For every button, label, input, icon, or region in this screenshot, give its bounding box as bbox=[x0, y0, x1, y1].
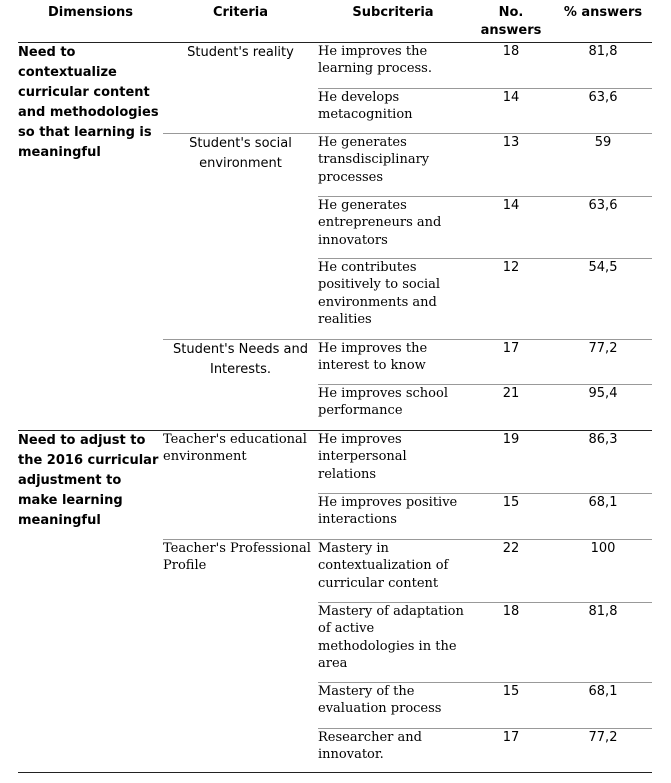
subcriteria-cell: He generates transdisciplinary processes bbox=[318, 133, 468, 196]
answers-pct-cell: 63,6 bbox=[554, 88, 652, 133]
answers-pct-cell: 100 bbox=[554, 539, 652, 602]
answers-pct-cell: 59 bbox=[554, 133, 652, 196]
subcriteria-cell: He improves the interest to know bbox=[318, 339, 468, 384]
header-criteria: Criteria bbox=[163, 0, 318, 42]
answers-count-cell: 15 bbox=[468, 682, 554, 728]
subcriteria-cell: Researcher and innovator. bbox=[318, 728, 468, 772]
answers-count-cell: 14 bbox=[468, 196, 554, 258]
criteria-cell: Student's Needs and Interests. bbox=[163, 339, 318, 430]
answers-count-cell: 12 bbox=[468, 258, 554, 339]
subcriteria-cell: Mastery in contextualization of curricular content bbox=[318, 539, 468, 602]
table-row bbox=[18, 430, 652, 493]
answers-pct-cell: 54,5 bbox=[554, 258, 652, 339]
dimension-cell: Need to adjust to the 2016 curricular adjustment to make learning meaningful bbox=[18, 430, 163, 772]
table-row bbox=[18, 42, 652, 88]
answers-count-cell: 14 bbox=[468, 88, 554, 133]
answers-pct-cell: 81,8 bbox=[554, 42, 652, 88]
criteria-cell: Student's reality bbox=[163, 42, 318, 133]
answers-count-cell: 17 bbox=[468, 728, 554, 772]
subcriteria-cell: Mastery of adaptation of active methodologies in the area bbox=[318, 602, 468, 682]
answers-count-cell: 22 bbox=[468, 539, 554, 602]
answers-count-cell: 15 bbox=[468, 493, 554, 539]
subcriteria-cell: Mastery of the evaluation process bbox=[318, 682, 468, 728]
subcriteria-cell: He improves school performance bbox=[318, 384, 468, 430]
dimension-cell: Need to contextualize curricular content and methodologies so that learning is meaningful bbox=[18, 42, 163, 430]
subcriteria-cell: He generates entrepreneurs and innovators bbox=[318, 196, 468, 258]
answers-count-cell: 21 bbox=[468, 384, 554, 430]
answers-pct-cell: 77,2 bbox=[554, 728, 652, 772]
header-subcriteria: Subcriteria bbox=[318, 0, 468, 42]
subcriteria-cell: He improves positive interactions bbox=[318, 493, 468, 539]
header-row bbox=[18, 0, 652, 42]
answers-pct-cell: 63,6 bbox=[554, 196, 652, 258]
subcriteria-cell: He improves the learning process. bbox=[318, 42, 468, 88]
criteria-cell: Teacher's Professional Profile bbox=[163, 539, 318, 772]
answers-pct-cell: 77,2 bbox=[554, 339, 652, 384]
answers-count-cell: 18 bbox=[468, 42, 554, 88]
answers-count-cell: 17 bbox=[468, 339, 554, 384]
header-no-answers: No. answers bbox=[468, 0, 554, 42]
criteria-cell: Student's social environment bbox=[163, 133, 318, 339]
header-dimensions: Dimensions bbox=[18, 0, 163, 42]
subcriteria-cell: He develops metacognition bbox=[318, 88, 468, 133]
answers-pct-cell: 68,1 bbox=[554, 493, 652, 539]
answers-pct-cell: 81,8 bbox=[554, 602, 652, 682]
criteria-cell: Teacher's educational environment bbox=[163, 430, 318, 539]
answers-pct-cell: 95,4 bbox=[554, 384, 652, 430]
header-pct-answers: % answers bbox=[554, 0, 652, 42]
answers-count-cell: 18 bbox=[468, 602, 554, 682]
answers-count-cell: 13 bbox=[468, 133, 554, 196]
subcriteria-cell: He improves interpersonal relations bbox=[318, 430, 468, 493]
subcriteria-cell: He contributes positively to social environments and realities bbox=[318, 258, 468, 339]
answers-count-cell: 19 bbox=[468, 430, 554, 493]
answers-pct-cell: 68,1 bbox=[554, 682, 652, 728]
answers-pct-cell: 86,3 bbox=[554, 430, 652, 493]
results-table bbox=[18, 0, 652, 773]
